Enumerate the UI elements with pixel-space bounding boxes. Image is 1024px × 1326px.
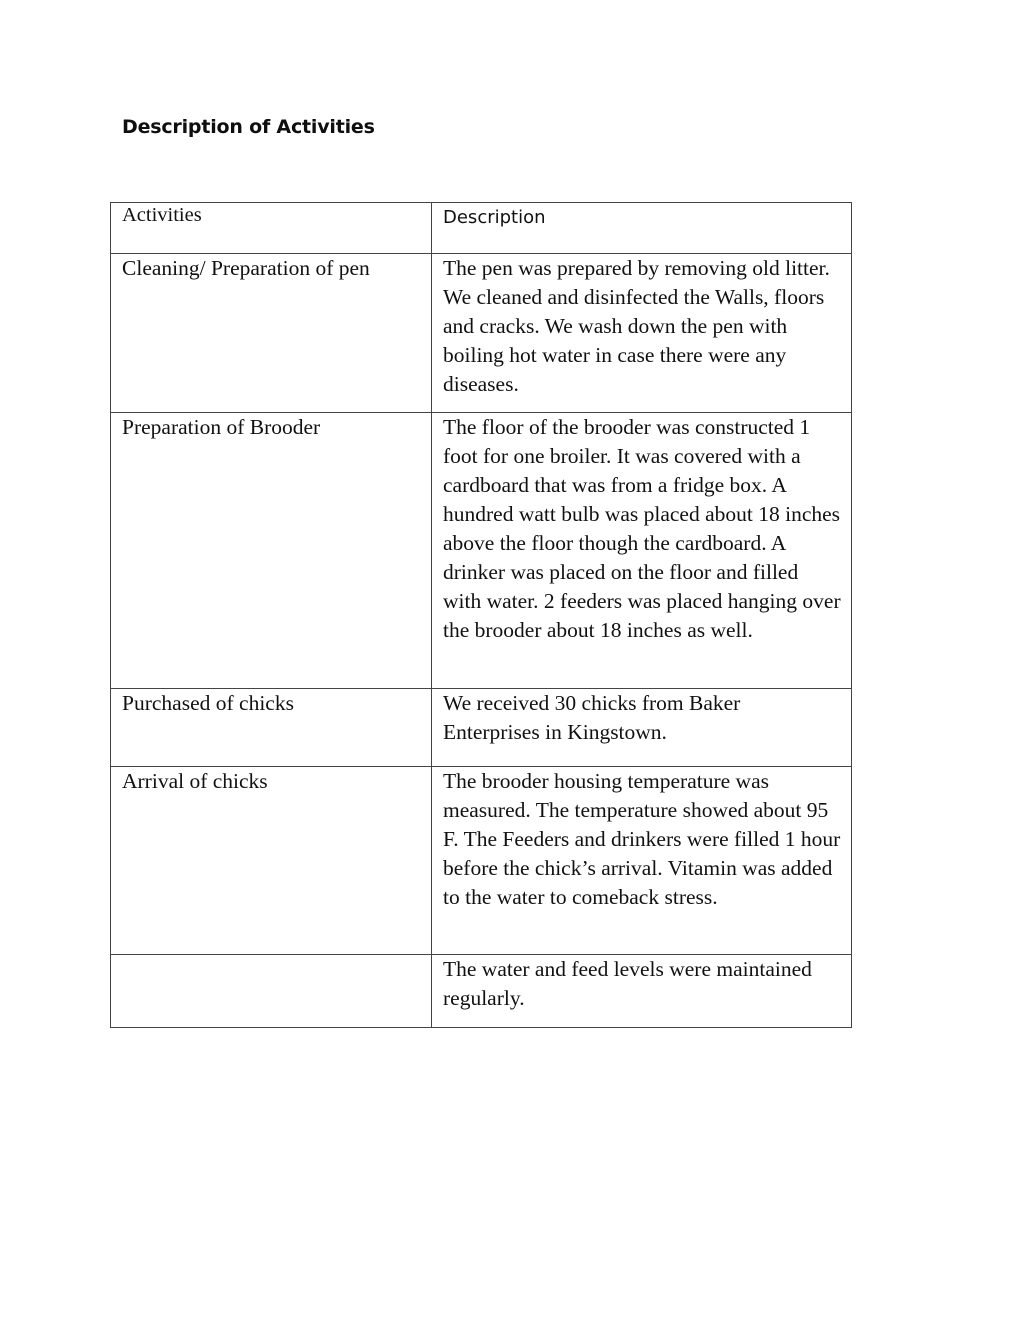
description-text: We received 30 chicks from Baker Enterprises in Kingstown.: [443, 691, 741, 744]
table-row: [111, 689, 852, 767]
header-cell-description: [432, 203, 852, 254]
activity-text: Preparation of Brooder: [122, 415, 321, 439]
description-cell: [432, 254, 852, 413]
description-cell: [432, 955, 852, 1028]
activity-cell: [111, 254, 432, 413]
activities-table: [110, 202, 852, 1028]
header-label-activities: Activities: [122, 204, 202, 226]
table-row: [111, 254, 852, 413]
description-cell: [432, 413, 852, 689]
activity-cell: [111, 413, 432, 689]
activity-cell: [111, 689, 432, 767]
description-cell: [432, 689, 852, 767]
header-cell-activities: [111, 203, 432, 254]
description-cell: [432, 767, 852, 955]
description-text: The brooder housing temperature was measured. The temperature showed about 95 F. The Feeders and drinkers were filled 1 hour before the chick’s arrival. Vitamin was added to the water to comeback stress.: [443, 769, 841, 909]
table-row: [111, 955, 852, 1028]
page-title: Description of Activities: [122, 116, 375, 138]
activity-cell: [111, 767, 432, 955]
activity-text: Purchased of chicks: [122, 691, 294, 715]
table-header-row: [111, 203, 852, 254]
activity-text: Arrival of chicks: [122, 769, 268, 793]
table-row: [111, 767, 852, 955]
activity-text: Cleaning/ Preparation of pen: [122, 256, 370, 280]
description-text: The floor of the brooder was constructed 1 foot for one broiler. It was covered with a cardboard that was from a fridge box. A hundred watt bulb was placed about 18 inches above the floor though the cardboard. A drinker was placed on the floor and filled with water. 2 feeders was placed hanging over the brooder about 18 inches as well.: [443, 415, 841, 642]
description-text: The pen was prepared by removing old litter. We cleaned and disinfected the Walls, floors and cracks. We wash down the pen with boiling hot water in case there were any diseases.: [443, 256, 830, 396]
header-label-description: Description: [443, 207, 546, 228]
table-row: [111, 413, 852, 689]
activity-cell: [111, 955, 432, 1028]
description-text: The water and feed levels were maintained regularly.: [443, 957, 812, 1010]
